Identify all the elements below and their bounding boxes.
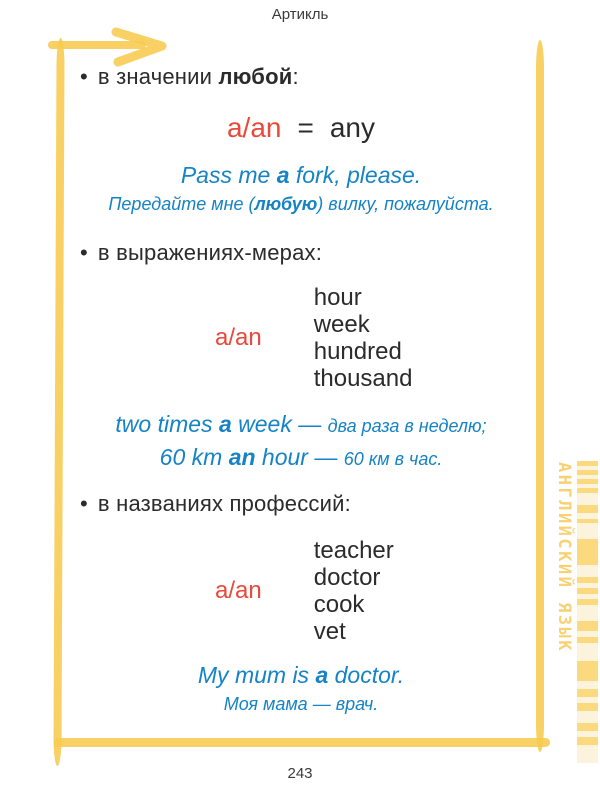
word-item: vet: [313, 618, 346, 645]
example-ru-inline: два раза в неделю;: [327, 416, 487, 436]
equation-a-an-any: [64, 112, 538, 144]
article-a-an: a/an: [226, 112, 282, 143]
example-text: doctor.: [328, 662, 405, 688]
example-text: Передайте мне (: [108, 194, 255, 214]
word-group-professions: [215, 537, 394, 645]
example-text: week: [231, 411, 292, 437]
word-item: doctor: [313, 564, 381, 591]
section-heading-measures: [80, 240, 322, 266]
word-item: week: [313, 311, 370, 338]
word-item: hundred: [313, 338, 402, 365]
heading-bold-text: любой: [218, 64, 293, 89]
example-en-doctor: [64, 662, 538, 689]
word-list: [314, 284, 413, 392]
example-en-fork: [64, 162, 538, 189]
example-bold-word: любую: [254, 194, 318, 214]
example-text: two times: [115, 411, 219, 437]
example-en-hour: [64, 444, 538, 471]
bullet-glyph: •: [80, 64, 88, 89]
word-item: thousand: [313, 365, 413, 392]
example-text: ) вилку, пожалуйста.: [317, 194, 494, 214]
example-article-bold: an: [228, 444, 256, 470]
example-ru-fork: [64, 194, 538, 215]
heading-text: в значении: [97, 64, 219, 89]
page-number: 243: [287, 765, 313, 782]
example-text: Pass me: [180, 162, 277, 188]
word-item: cook: [313, 591, 365, 618]
frame-bottom-border: [54, 738, 550, 747]
edge-series-label: АНГЛИЙСКИЙ ЯЗЫК: [554, 462, 574, 654]
example-text: fork, please.: [289, 162, 422, 188]
heading-text: в названиях профессий:: [97, 491, 351, 516]
section-heading-meaning-any: [80, 64, 299, 90]
word-item: hour: [313, 284, 362, 311]
section-heading-professions: [80, 491, 351, 517]
example-text: hour: [255, 444, 308, 470]
page-title: Артикль: [271, 6, 329, 23]
example-article-bold: a: [315, 662, 329, 688]
frame-left-border: [53, 38, 64, 766]
example-en-week: [64, 411, 538, 438]
example-article-bold: a: [218, 411, 232, 437]
example-ru-doctor: Моя мама — врач.: [223, 694, 379, 714]
example-article-bold: a: [276, 162, 290, 188]
equation-right: any: [329, 112, 375, 143]
barcode-decoration: [577, 461, 598, 763]
dash: —: [307, 444, 344, 470]
example-text: My mum is: [197, 662, 316, 688]
article-a-an: a/an: [215, 577, 262, 604]
arrow-right-icon: [46, 27, 176, 67]
article-a-an: a/an: [215, 324, 262, 351]
equals-sign: =: [297, 112, 314, 143]
heading-text: в выражениях-мерах:: [97, 240, 323, 265]
example-text: 60 km: [159, 444, 229, 470]
dash: —: [291, 411, 328, 437]
word-group-measures: [215, 284, 412, 392]
example-ru-inline: 60 км в час.: [343, 449, 443, 469]
bullet-glyph: •: [80, 491, 88, 516]
word-item: teacher: [313, 537, 394, 564]
heading-colon: :: [292, 64, 299, 89]
word-list: [314, 537, 394, 645]
frame-right-border: [536, 40, 544, 752]
bullet-glyph: •: [80, 240, 88, 265]
